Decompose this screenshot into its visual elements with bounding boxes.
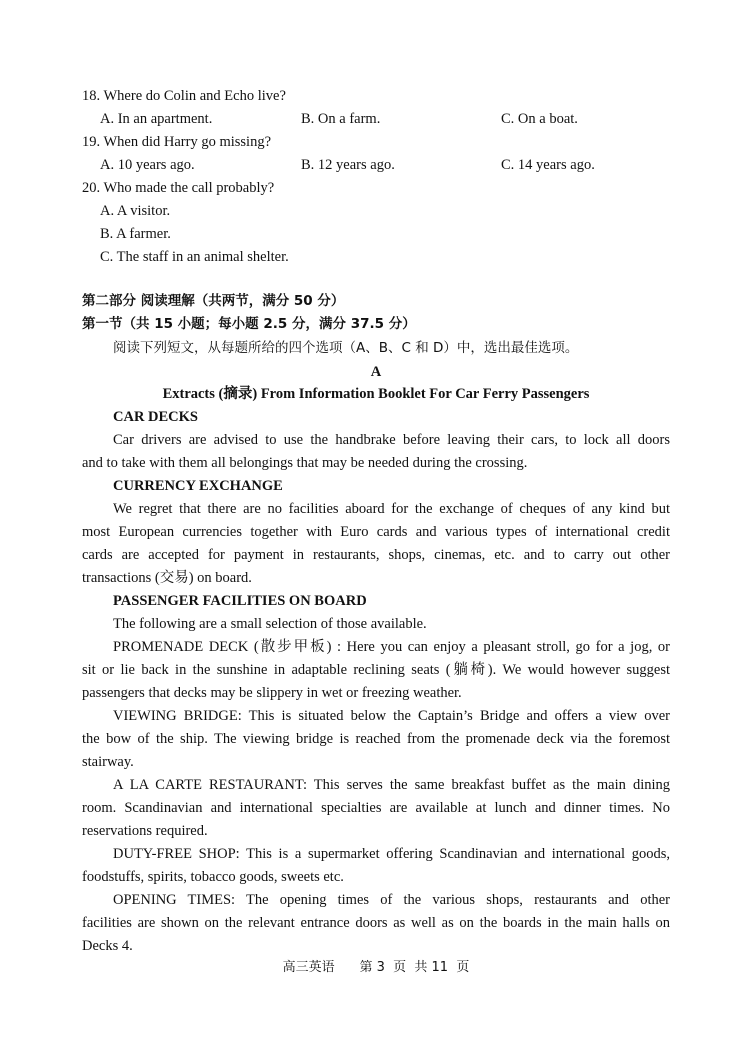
q18-stem: 18. Where do Colin and Echo live? [82,88,286,104]
car-decks-heading: CAR DECKS [113,409,198,425]
paragraph-line: Car drivers are advised to use the handbrake before leaving their cars, to lock all doors [113,432,670,448]
paragraph-line: room. Scandinavian and international specialties are available at lunch and dinner times. No [82,800,670,816]
q18-option-b: B. On a farm. [301,111,381,127]
q19-option-b: B. 12 years ago. [301,157,395,173]
paragraph-line: transactions (交易) on board. [82,570,252,586]
paragraph-line: OPENING TIMES: The opening times of the various shops, restaurants and other [113,892,670,908]
paragraph-line: most European currencies together with Euro cards and various types of international credit [82,524,670,540]
paragraph-line: Decks 4. [82,938,133,954]
section1-heading: 第一节（共 15 小题；每小题 2.5 分，满分 37.5 分） [82,316,416,332]
paragraph-line: facilities are shown on the relevant entrance doors as well as on the boards in the main halls on [82,915,670,931]
paragraph-line: PROMENADE DECK (散步甲板) : Here you can enjoy a pleasant stroll, go for a jog, or [113,639,670,655]
part2-heading: 第二部分 阅读理解（共两节，满分 50 分） [82,293,345,309]
paragraph-line: VIEWING BRIDGE: This is situated below the Captain’s Bridge and offers a view over [113,708,670,724]
q20-stem: 20. Who made the call probably? [82,180,275,196]
paragraph-line: cards are accepted for payment in restaurants, shops, cinemas, etc. and to carry out other [82,547,670,563]
currency-heading: CURRENCY EXCHANGE [113,478,283,494]
reading-instruction: 阅读下列短文，从每题所给的四个选项（A、B、C 和 D）中，选出最佳选项。 [113,340,579,356]
paragraph-line: foodstuffs, spirits, tobacco goods, sweets etc. [82,869,344,885]
q19-stem: 19. When did Harry go missing? [82,134,272,150]
q19-option-a: A. 10 years ago. [100,157,195,173]
paragraph-line: and to take with them all belongings that may be needed during the crossing. [82,455,528,471]
passage-letter: A [370,364,382,380]
facilities-intro: The following are a small selection of those available. [113,616,427,632]
paragraph-line: the bow of the ship. The viewing bridge is reached from the promenade deck via the foremost [82,731,670,747]
paragraph-line: stairway. [82,754,134,770]
q19-option-c: C. 14 years ago. [501,157,595,173]
page-footer: 高三英语 第 3 页 共 11 页 [282,960,470,975]
q20-option-c: C. The staff in an animal shelter. [100,249,289,265]
q20-option-a: A. A visitor. [100,203,171,219]
paragraph-line: reservations required. [82,823,208,839]
paragraph-line: passengers that decks may be slippery in wet or freezing weather. [82,685,462,701]
facilities-heading: PASSENGER FACILITIES ON BOARD [113,593,367,609]
paragraph-line: A LA CARTE RESTAURANT: This serves the same breakfast buffet as the main dining [113,777,670,793]
paragraph-line: We regret that there are no facilities aboard for the exchange of cheques of any kind but [113,501,670,517]
q18-option-c: C. On a boat. [501,111,578,127]
q18-option-a: A. In an apartment. [100,111,213,127]
q20-option-b: B. A farmer. [100,226,171,242]
passage-title: Extracts (摘录) From Information Booklet For Car Ferry Passengers [162,386,590,402]
paragraph-line: DUTY-FREE SHOP: This is a supermarket offering Scandinavian and international goods, [113,846,670,862]
paragraph-line: sit or lie back in the sunshine in adaptable reclining seats (躺椅). We would however suggest [82,662,670,678]
